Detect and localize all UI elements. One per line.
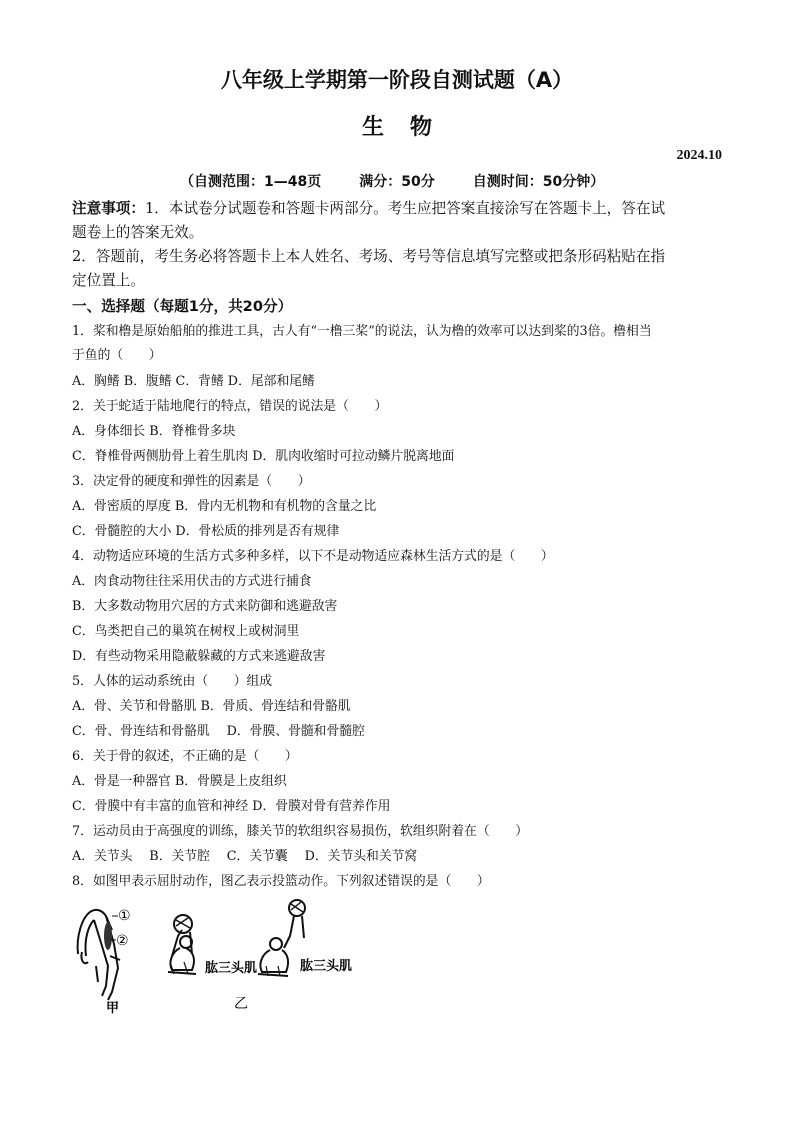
question-3-options-ab: A．骨密质的厚度 B．骨内无机物和有机物的含量之比 (72, 499, 377, 514)
caption-yi: 乙 (234, 996, 248, 1012)
notes-label: 注意事项： (72, 200, 145, 217)
label-circle-1: ① (118, 908, 131, 924)
question-7-options: A．关节头 B．关节腔 C．关节囊 D．关节头和关节窝 (72, 849, 418, 864)
question-3-options-cd: C．骨髓腔的大小 D．骨松质的排列是否有规律 (72, 524, 340, 539)
question-6-stem: 6．关于骨的叙述，不正确的是（ ） (72, 749, 298, 764)
question-8-stem: 8．如图甲表示屈肘动作，图乙表示投篮动作。下列叙述错误的是（ ） (72, 874, 490, 889)
scope-text: （自测范围：1—48页 (180, 174, 322, 190)
label-circle-2: ② (116, 933, 129, 949)
question-4-option-a: A．肉食动物往往采用伏击的方式进行捕食 (72, 574, 312, 589)
caption-jia: 甲 (106, 1001, 120, 1016)
exam-title: 八年级上学期第一阶段自测试题（A） (220, 68, 574, 92)
section-heading: 一、选择题（每题1分，共20分） (72, 298, 293, 315)
question-1-line2: 于鱼的（ ） (72, 348, 162, 363)
time-text: 自测时间：50分钟） (472, 174, 605, 190)
arm-flexion-drawing (78, 910, 120, 1000)
question-5-options-cd: C．骨、骨连结和骨骼肌 D．骨膜、骨髓和骨髓腔 (72, 724, 365, 739)
notes-item2-line1: 2．答题前，考生务必将答题卡上本人姓名、考场、考号等信息填写完整或把条形码粘贴在指 (72, 248, 666, 265)
question-8-figure (72, 896, 362, 1016)
figure-label-triceps-2: 肱三头肌 (300, 959, 353, 974)
question-5-options-ab: A．骨、关节和骨骼肌 B．骨质、骨连结和骨骼肌 (72, 699, 351, 714)
notes-line-1 (72, 197, 665, 221)
notes-item1-line1: 1．本试卷分试题卷和答题卡两部分。考生应把答案直接涂写在答题卡上，答在试 (144, 200, 666, 217)
question-1-options: A．胸鳍 B．腹鳍 C．背鳍 D．尾部和尾鳍 (72, 374, 315, 389)
question-6-options-cd: C．骨膜中有丰富的血管和神经 D．骨膜对骨有营养作用 (72, 799, 391, 814)
question-4-option-c: C．鸟类把自己的巢筑在树杈上或树洞里 (72, 624, 300, 639)
question-2-options-ab: A．身体细长 B．脊椎骨多块 (72, 424, 236, 439)
exam-date: 2024.10 (676, 148, 722, 163)
notes-item1-line2: 题卷上的答案无效。 (72, 224, 204, 241)
figure-illustration (72, 896, 362, 1016)
question-1-line1: 1．桨和橹是原始船舶的推进工具，古人有“一橹三桨”的说法，认为橹的效率可以达到桨的3倍。橹相当 (72, 324, 652, 339)
figure-label-triceps-1: 肱三头肌 (205, 961, 258, 976)
player-shooting-drawing (258, 900, 305, 976)
question-5-stem: 5．人体的运动系统由（ ）组成 (72, 674, 273, 689)
question-2-options-cd: C．脊椎骨两侧肋骨上着生肌肉 D．肌肉收缩时可拉动鳞片脱离地面 (72, 449, 455, 464)
player-holding-ball-drawing (168, 915, 196, 974)
notes-item2-line2: 定位置上。 (72, 272, 145, 289)
question-2-stem: 2．关于蛇适于陆地爬行的特点，错误的说法是（ ） (72, 399, 388, 414)
subject-title: 生物 (361, 115, 458, 140)
question-4-option-b: B．大多数动物用穴居的方式来防御和逃避敌害 (72, 599, 338, 614)
exam-scope-line (180, 171, 642, 191)
question-4-stem: 4．动物适应环境的生活方式多种多样，以下不是动物适应森林生活方式的是（ ） (72, 549, 554, 564)
question-6-options-ab: A．骨是一种器官 B．骨膜是上皮组织 (72, 774, 287, 789)
question-4-option-d: D．有些动物采用隐蔽躲藏的方式来逃避敌害 (72, 649, 326, 664)
score-text: 满分：50分 (359, 174, 435, 190)
question-3-stem: 3．决定骨的硬度和弹性的因素是（ ） (72, 474, 311, 489)
question-7-stem: 7．运动员由于高强度的训练，膝关节的软组织容易损伤，软组织附着在（ ） (72, 824, 529, 839)
